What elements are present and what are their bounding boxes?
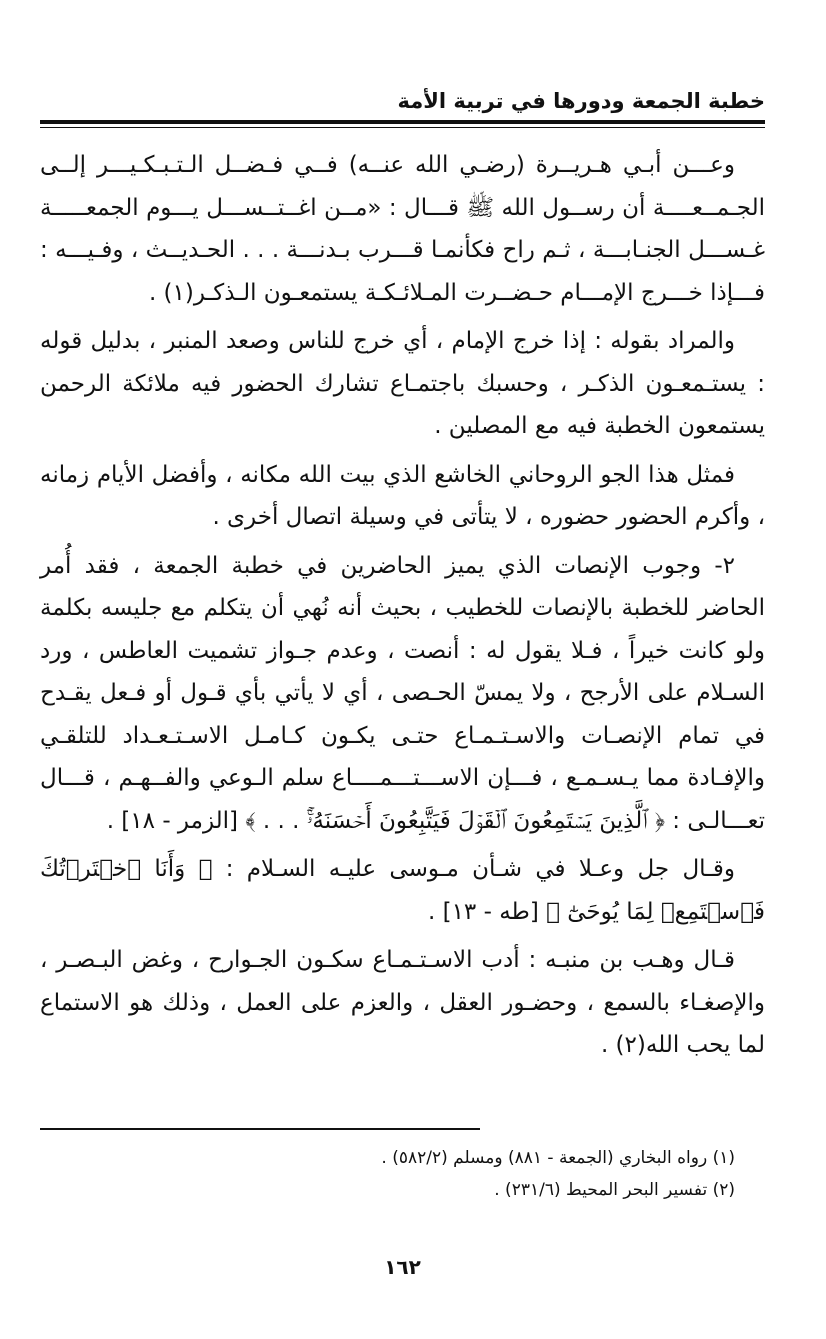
footnote-1: (١) رواه البخاري (الجمعة - ٨٨١) ومسلم (٥٨٢/٢) . [381, 1148, 735, 1168]
footnotes [40, 1142, 765, 1206]
paragraph-3: فمثل هذا الجو الروحاني الخاشع الذي بيت الله مكانه ، وأفضل الأيام زمانه ، وأكرم الحضور حضوره ، لا يتأتى في وسيلة اتصال أخرى . [40, 461, 765, 530]
body-text [40, 144, 765, 1073]
book-page [40, 80, 765, 1310]
paragraph-2: والمراد بقوله : إذا خرج الإمام ، أي خرج للناس وصعد المنبر ، بدليل قوله : يستـمعـون الذكـر ، وحسبك باجتمـاع تشارك الحضور فيه ملائكة الرحمن يستمعون الخطبة فيه مع المصلين . [40, 328, 765, 439]
footnote-separator [40, 1128, 480, 1130]
paragraph-6: قـال وهـب بن منبـه : أدب الاسـتـمـاع سكـون الجـوارح ، وغض البـصـر ، والإصغـاء بالسمع ، وحضـور العقل ، والعزم على العمل ، وذلك هو الاستماع لما يحب الله(٢) . [40, 947, 765, 1058]
page-number: ١٦٢ [384, 1255, 421, 1279]
header-rule-thick [40, 120, 765, 124]
header-rule-thin [40, 127, 765, 128]
running-header: خطبة الجمعة ودورها في تربية الأمة [397, 89, 765, 113]
footnote-2: (٢) تفسير البحر المحيط (٢٣١/٦) . [494, 1180, 735, 1200]
paragraph-1: وعـــن أبـي هـريــرة (رضـي الله عنــه) فــي فـضــل الـتـبـكـيـــر إلــى الجـمــعــــة أن رســول الله ﷺ قـــال : «مــن اغــتــســـل يـــوم الجمعـــــة غـســـل الجنـابـــة ، ثـم راح فكأنمـا قـــرب بـدنـــة . . . الحـديــث ، وفـيـــه : فـــإذا خـــرج الإمـــام حـضــرت المـلائـكـة يستمعـون الـذكـر(١) . [40, 152, 765, 306]
paragraph-4: ٢- وجوب الإنصات الذي يميز الحاضرين في خطبة الجمعة ، فقد أُمر الحاضر للخطبة بالإنصات للخطيب ، بحيث أنه نُهي أن يتكلم مع جليسه بكلمة ولو كانت خيراً ، فـلا يقول له : أنصت ، وعدم جـواز تشميت العاطس ، ورد السـلام على الأرجح ، ولا يمسّ الحـصى ، أي لا يأتي بأي قـول أو فـعل يقـدح في تمام الإنصـات والاسـتـمـاع حتـى يكـون كـامـل الاسـتـعـداد للتلقـي والإفـادة مما يـسـمـع ، فـــإن الاســـتـــمــــاع سلم الـوعي والفــهـم ، قـــال تعـــالـى : ﴿ ٱلَّذِينَ يَسۡتَمِعُونَ ٱلۡقَوۡلَ فَيَتَّبِعُونَ أَحۡسَنَهُۥٓۚ . . . ﴾ [الزمر - ١٨] . [40, 552, 765, 834]
paragraph-5: وقـال جل وعـلا في شـأن مـوسى عليـه السـلام : ﴿ وَأَنَا ٱخۡتَرۡتُكَ فَٱسۡتَمِعۡ لِمَا يُوحَىٰٓ ﴾ [طه - ١٣] . [40, 856, 765, 925]
